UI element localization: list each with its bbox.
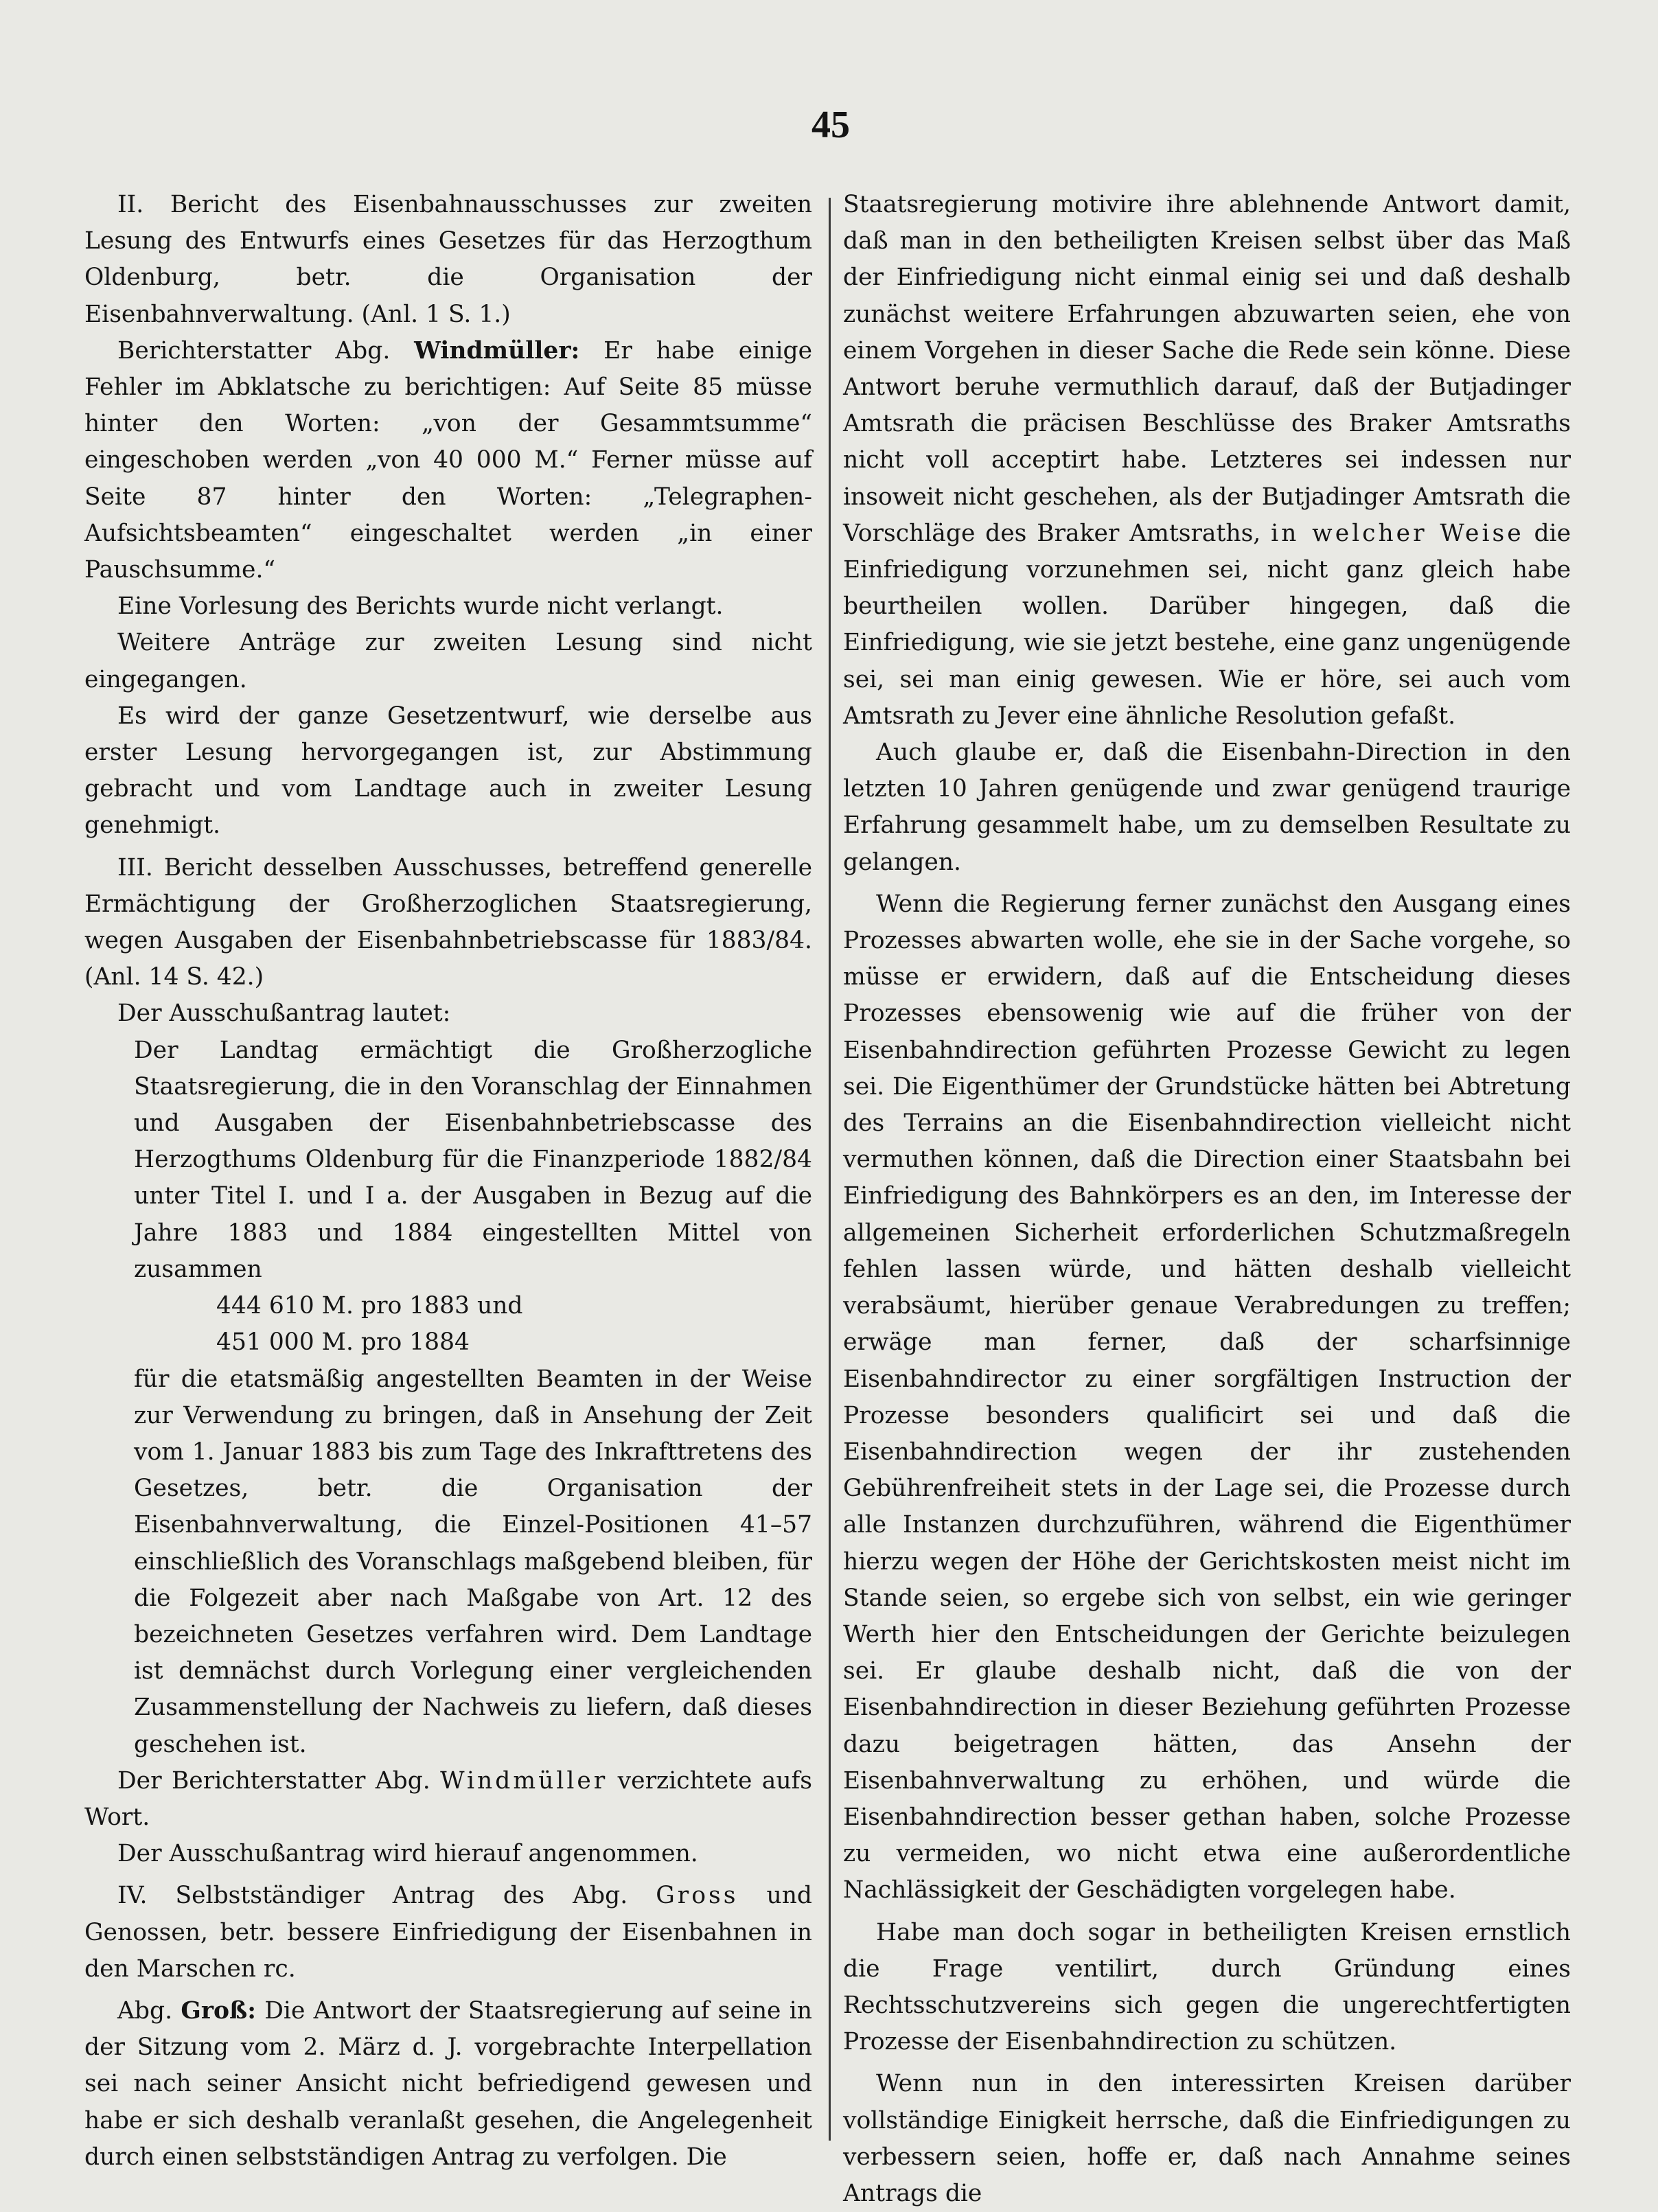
text-run: verzichtete aufs Wort. — [84, 1766, 813, 1831]
column-divider — [829, 198, 831, 2141]
text-run: Der Berichterstatter Abg. — [117, 1766, 430, 1795]
paragraph-reporter-waives — [84, 1763, 812, 1836]
paragraph-report-ii: II. Bericht des Eisenbahnausschusses zur zweiten Lesung des Entwurfs eines Gesetzes für das Herzogthum Oldenburg, betr. die Organisation der Eisenbahnverwaltung. (Anl. 1 S. 1.) — [84, 191, 812, 328]
paragraph-lawsuit: Wenn die Regierung ferner zunächst den Ausgang eines Prozesses abwarten wolle, ehe sie in der Sache vorgehe, so müsse er erwidern, daß auf die Entscheidung dieses Prozesses ebensowenig wie auf die früher von der Eisenbahndirection geführten Prozesse Gewicht zu legen sei. Die Eigenthümer der Grundstücke hätten bei Abtretung des Terrains an die Eisenbahndirection vielleicht nicht vermuthen können, daß die Direction einer Staatsbahn bei Einfriedigung des Bahnkörpers es an den, im Interesse der allgemeinen Sicherheit erforderlichen Schutzmaßregeln fehlen lassen würde, und hätten deshalb vielleicht verabsäumt, hierüber genaue Verabredungen zu treffen; erwäge man ferner, daß der scharfsinnige Eisenbahndirector zu einer sorgfältigen Instruction der Prozesse besonders qualificirt sei und daß die Eisenbahndirection wegen der ihr zustehenden Gebührenfreiheit stets in der Lage sei, die Prozesse durch alle Instanzen durchzuführen, während die Eigenthümer hierzu wegen der Höhe der Gerichtskosten meist nicht im Stande seien, so ergebe sich von selbst, ein wie geringer Werth hier den Entscheidungen der Gerichte beizulegen sei. Er glaube deshalb nicht, daß die von der Eisenbahndirection in dieser Beziehung geführten Prozesse dazu beigetragen hätten, das Ansehn der Eisenbahnverwaltung zu erhöhen, und würde die Eisenbahndirection besser gethan haben, solche Prozesse zu vermeiden, wo nicht etwa eine außerordentliche Nachlässigkeit der Geschädigten vorgelegen habe. — [843, 890, 1571, 1904]
paragraph-vote-result: Es wird der ganze Gesetzentwurf, wie derselbe aus erster Lesung hervorgegangen ist, zur Abstimmung gebracht und vom Landtage auch in zweiter Lesung genehmigt. — [84, 702, 812, 840]
paragraph-no-motions: Weitere Anträge zur zweiten Lesung sind nicht eingegangen. — [84, 629, 812, 693]
page-number: 45 — [811, 104, 850, 146]
paragraph-conclusion: Wenn nun in den interessirten Kreisen darüber vollständige Einigkeit herrsche, daß die Einfriedigungen zu verbessern seien, hoffe er, daß nach Annahme seines Antrags die — [843, 2070, 1571, 2207]
paragraph-legal-protection: Habe man doch sogar in betheiligten Kreisen ernstlich die Frage ventilirt, durch Gründung eines Rechtsschutzvereins sich gegen die ungerechtfertigten Prozesse der Eisenbahndirection zu schützen. — [843, 1918, 1571, 2056]
motion-text-part1: Der Landtag ermächtigt die Großherzogliche Staatsregierung, die in den Voranschlag der Einnahmen und Ausgaben der Eisenbahnbetriebscasse des Herzogthums Oldenburg für die Finanzperiode 1882/84 unter Titel I. und I a. der Ausgaben in Bezug auf die Jahre 1883 und 1884 eingestellten Mittel von zusammen — [134, 1036, 812, 1283]
paragraph-no-reading: Eine Vorlesung des Berichts wurde nicht verlangt. — [117, 592, 724, 621]
amounts-list — [134, 1288, 812, 1361]
text-run: Staatsregierung motivire ihre ablehnende Antwort damit, daß man in den betheiligten Kreisen selbst über das Maß der Einfriedigung nicht einmal einig sei und daß deshalb zunächst weitere Erfahrungen abzuwarten seien, ehe von einem Vorgehen in dieser Sache die Rede sein könne. Diese Antwort beruhe vermuthlich darauf, daß der Butjadinger Amtsrath die präcisen Beschlüsse des Braker Amtsraths nicht voll acceptirt habe. Letzteres sei indessen nur insoweit nicht geschehen, als der Butjadinger Amtsrath die Vorschläge des Braker Amtsraths, — [843, 191, 1571, 547]
left-column — [84, 187, 812, 2176]
text-run: Die Antwort der Staatsregierung auf seine in der Sitzung vom 2. März d. J. vorgebrachte Interpellation sei nach seiner Ansicht nicht befriedigend gewesen und habe er sich deshalb veranlaßt gesehen, die Angelegenheit durch einen selbstständigen Antrag zu verfolgen. Die — [84, 1996, 813, 2171]
speaker-name: Windmüller — [440, 1766, 608, 1795]
motion-text-part2: für die etatsmäßig angestellten Beamten in der Weise zur Verwendung zu bringen, daß in Ansehung der Zeit vom 1. Januar 1883 bis zum Tage des Inkrafttretens des Gesetzes, betr. die Organisation der Eisenbahnverwaltung, die Einzel-Positionen 41–57 einschließlich des Voranschlags maßgebend bleiben, für die Folgezeit aber nach Maßgabe von Art. 12 des bezeichneten Gesetzes verfahren wird. Dem Landtage ist demnächst durch Vorlegung einer vergleichenden Zusammenstellung der Nachweis zu liefern, daß dieses geschehen ist. — [134, 1365, 812, 1758]
amount-1883: 444 610 M. pro 1883 und — [216, 1292, 523, 1320]
paragraph-experience: Auch glaube er, daß die Eisenbahn-Direction in den letzten 10 Jahren genügende und zwar genügend traurige Erfahrung gesammelt habe, um zu demselben Resultate zu gelangen. — [843, 739, 1571, 876]
right-column — [843, 187, 1571, 2212]
paragraph-report-iii: III. Bericht desselben Ausschusses, betreffend generelle Ermächtigung der Großherzoglichen Staatsregierung, wegen Ausgaben der Eisenbahnbetriebscasse für 1883/84. (Anl. 14 S. 42.) — [84, 853, 812, 991]
speaker-name: Gross — [656, 1882, 739, 1910]
text-run: und Genossen, betr. bessere Einfriedigung der Eisenbahnen in den Marschen rc. — [84, 1882, 813, 1983]
text-run: Berichterstatter Abg. — [117, 336, 391, 365]
paragraph-gross-speech — [84, 1993, 812, 2176]
text-run: die Einfriedigung vorzunehmen sei, nicht ganz gleich habe beurtheilen wollen. Darüber hingegen, daß die Einfriedigung, wie sie jetzt bestehe, eine ganz ungenügende sei, sei man einig gewesen. Wie er höre, sei auch vom Amtsrath zu Jever eine ähnliche Resolution gefaßt. — [843, 519, 1571, 730]
paragraph-windmueller-correction — [84, 333, 812, 588]
text-run: Abg. — [117, 1996, 173, 2025]
speaker-name: Windmüller: — [414, 336, 580, 365]
motion-quote — [84, 1033, 812, 1763]
amount-1884: 451 000 M. pro 1884 — [216, 1328, 470, 1357]
paragraph-motion-accepted: Der Ausschußantrag wird hierauf angenommen. — [117, 1840, 698, 1868]
text-run: IV. Selbstständiger Antrag des Abg. — [117, 1882, 628, 1910]
paragraph-government-answer — [843, 187, 1571, 735]
emphasis-text: in welcher Weise — [1271, 519, 1524, 547]
text-run: Er habe einige Fehler im Abklatsche zu berichtigen: Auf Seite 85 müsse hinter den Worten: „von der Gesammtsumme“ eingeschoben werden „von 40 000 M.“ Ferner müsse auf Seite 87 hinter den Worten: „Telegraphen-Aufsichtsbeamten“ eingeschaltet werden „in einer Pauschsumme.“ — [84, 336, 813, 584]
paragraph-motion-iv — [84, 1878, 812, 1988]
speaker-name: Groß: — [181, 1996, 256, 2025]
paragraph-motion-intro: Der Ausschußantrag lautet: — [117, 1000, 451, 1028]
